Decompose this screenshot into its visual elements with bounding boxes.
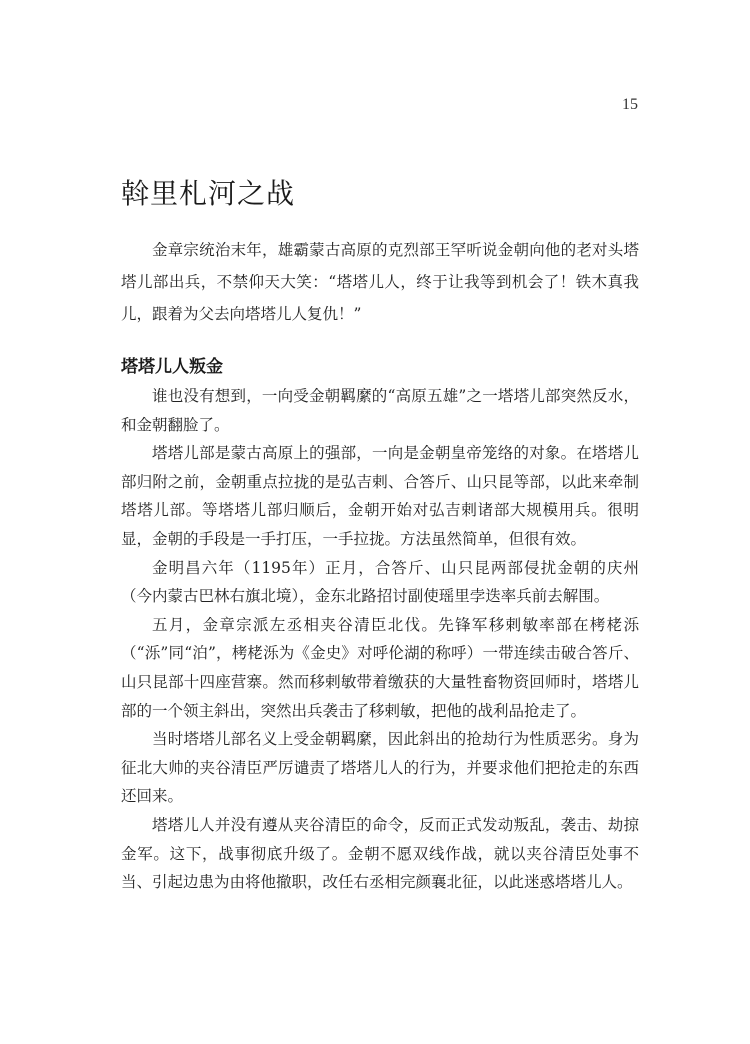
body-paragraph: 当时塔塔儿部名义上受金朝羁縻，因此斜出的抢劫行为性质恶劣。身为征北大帅的夹谷清臣严厉谴责了塔塔儿人的行为，并要求他们把抢走的东西还回来。 (121, 730, 639, 806)
body-paragraph: 塔塔儿人并没有遵从夹谷清臣的命令，反而正式发动叛乱，袭击、劫掠金军。这下，战事彻底升级了。金朝不愿双线作战，就以夹谷清臣处事不当、引起边患为由将他撤职，改任右丞相完颜襄北征，以此迷惑塔塔儿人。 (121, 815, 639, 892)
section-title: 塔塔儿人叛金 (121, 357, 223, 377)
section-body (121, 382, 639, 897)
chapter-title: 斡里札河之战 (121, 177, 296, 210)
body-paragraph: 谁也没有想到，一向受金朝羁縻的“高原五雄”之一塔塔儿部突然反水，和金朝翻脸了。 (121, 387, 639, 434)
body-paragraph: 金明昌六年（1195年）正月，合答斤、山只昆两部侵扰金朝的庆州（今内蒙古巴林右旗北境），金东北路招讨副使瑶里孛迭率兵前去解围。 (121, 558, 639, 606)
body-paragraph: 塔塔儿部是蒙古高原上的强部，一向是金朝皇帝笼络的对象。在塔塔儿部归附之前，金朝重点拉拢的是弘吉剌、合答斤、山只昆等部，以此来牵制塔塔儿部。等塔塔儿部归顺后，金朝开始对弘吉剌诸部大规模用兵。很明显，金朝的手段是一手打压，一手拉拢。方法虽然简单，但很有效。 (121, 444, 639, 548)
intro-paragraph: 金章宗统治末年，雄霸蒙古高原的克烈部王罕听说金朝向他的老对头塔塔儿部出兵，不禁仰天大笑：“塔塔儿人，终于让我等到机会了！铁木真我儿，跟着为父去向塔塔儿人复仇！” (121, 241, 639, 323)
page-number: 15 (622, 96, 638, 113)
body-paragraph: 五月，金章宗派左丞相夹谷清臣北伐。先锋军移剌敏率部在栲栳泺（“泺”同“泊”，栲栳泺为《金史》对呼伦湖的称呼）一带连续击破合答斤、山只昆部十四座营寨。然而移剌敏带着缴获的大量牲畜物资回师时，塔塔儿部的一个领主斜出，突然出兵袭击了移剌敏，把他的战利品抢走了。 (121, 615, 639, 720)
